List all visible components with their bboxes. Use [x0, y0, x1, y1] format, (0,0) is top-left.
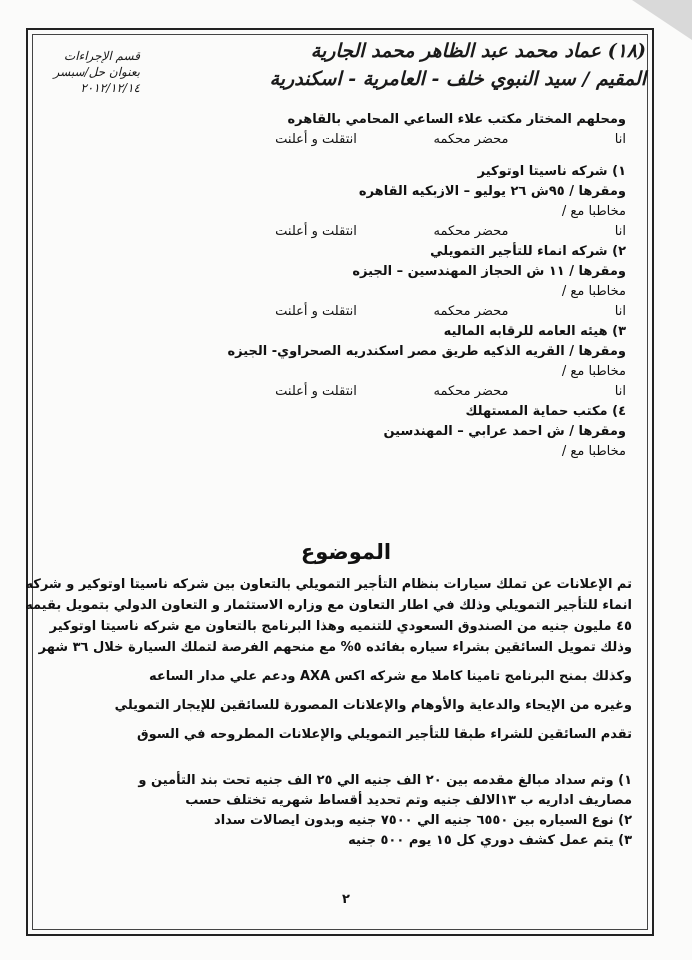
- residence-line: ومحلهم المختار مكتب علاء الساعي المحامي بالقاهره: [287, 112, 626, 127]
- moved-announced-label: انتقلت و أعلنت: [275, 304, 357, 319]
- parties-section: [56, 110, 626, 462]
- subject-line: وذلك تمويل السائقين بشراء سياره بفائده ٥% مع منحهم الفرصة لتملك السيارة خلال ٣٦ شهر: [38, 640, 632, 655]
- ana-label: انا: [614, 304, 626, 319]
- party-4-addressee: مخاطبا مع /: [561, 444, 626, 459]
- party-1-addressee: مخاطبا مع /: [561, 204, 626, 219]
- court-record-label: محضر محكمه: [433, 224, 509, 239]
- subject-line: تقدم السائقين للشراء طبقا للتأجير التمويلي والإعلانات المطروحه في السوق: [136, 727, 632, 742]
- party-2-addressee: مخاطبا مع /: [561, 284, 626, 299]
- party-1-address: ومقرها / ٩٥ش ٢٦ يوليو – الازبكيه القاهره: [358, 184, 626, 199]
- subject-title: الموضوع: [300, 540, 392, 564]
- party-3-addressee: مخاطبا مع /: [561, 364, 626, 379]
- party-2-server-row: [56, 302, 626, 322]
- subject-line: انماء للتأجير التمويلي وذلك في اطار التعاون مع وزاره الاستثمار و التعاون الدولي بتمويل بقيمه: [25, 598, 632, 613]
- ana-label: انا: [614, 132, 626, 147]
- party-2-address: ومقرها / ١١ ش الحجاز المهندسين – الجيزه: [352, 264, 626, 279]
- moved-announced-label: انتقلت و أعلنت: [275, 384, 357, 399]
- moved-announced-label: انتقلت و أعلنت: [275, 224, 357, 239]
- party-3-server-row: [56, 382, 626, 402]
- ana-label: انا: [614, 224, 626, 239]
- subject-line: تم الإعلانات عن تملك سيارات بنظام التأجير التمويلي بالتعاون بين شركه ناسيتا اوتوكير و شركه: [25, 577, 632, 592]
- subject-body: [25, 574, 632, 745]
- moved-announced-label: انتقلت و أعلنت: [275, 132, 357, 147]
- list-item: مصاريف اداريه ب ١٣الالف جنيه وتم تحديد أقساط شهريه تختلف حسب: [185, 793, 632, 808]
- ana-label: انا: [614, 384, 626, 399]
- party-3-name: ٣) هيئه العامه للرقابه الماليه: [443, 324, 626, 339]
- court-record-label: محضر محكمه: [433, 304, 509, 319]
- subject-line: ٤٥ مليون جنيه من الصندوق السعودي للتنميه وهذا البرنامج بالتعاون مع شركه ناسيتا اوتوكير: [49, 619, 632, 634]
- terms-list: [60, 770, 632, 850]
- list-item: ١) وتم سداد مبالغ مقدمه بين ٢٠ الف جنيه الي ٢٥ الف جنيه تحت بند التأمين و: [138, 773, 632, 788]
- subject-line: وغيره من الإيحاء والدعاية والأوهام والإعلانات المصورة للسائقين للإيجار التمويلي: [114, 698, 632, 713]
- party-3-address: ومقرها / القريه الذكيه طريق مصر اسكندريه الصحراوي- الجيزه: [227, 344, 626, 359]
- list-item: ٢) نوع السياره بين ٦٥٥٠ جنيه الي ٧٥٠٠ جنيه وبدون ايصالات سداد: [214, 813, 632, 828]
- party-1-server-row: [56, 222, 626, 242]
- handwritten-note: قسم الإجراءات بعنوان حل/سبسر ٢٠١٢/١٢/١٤: [53, 49, 140, 95]
- party-1-name: ١) شركه ناسيتا اوتوكير: [477, 164, 626, 179]
- party-4-name: ٤) مكتب حماية المستهلك: [465, 404, 626, 419]
- party-4-address: ومقرها / ش احمد عرابي – المهندسين: [383, 424, 626, 439]
- server-row: [56, 130, 626, 150]
- page-number: ٢: [342, 892, 350, 907]
- court-record-label: محضر محكمه: [433, 132, 509, 147]
- subject-line: وكذلك بمنح البرنامج تامينا كاملا مع شركه اكس AXA ودعم علي مدار الساعه: [149, 669, 632, 684]
- party-2-name: ٢) شركه انماء للتأجير التمويلي: [430, 244, 626, 259]
- handwritten-address: المقيم / سيد النبوي خلف - العامرية - اسكندرية: [269, 68, 646, 90]
- list-item: ٣) يتم عمل كشف دوري كل ١٥ يوم ٥٠٠ جنيه: [348, 833, 632, 848]
- court-record-label: محضر محكمه: [433, 384, 509, 399]
- handwritten-name: (١٨) عماد محمد عبد الظاهر محمد الجارية: [310, 40, 646, 62]
